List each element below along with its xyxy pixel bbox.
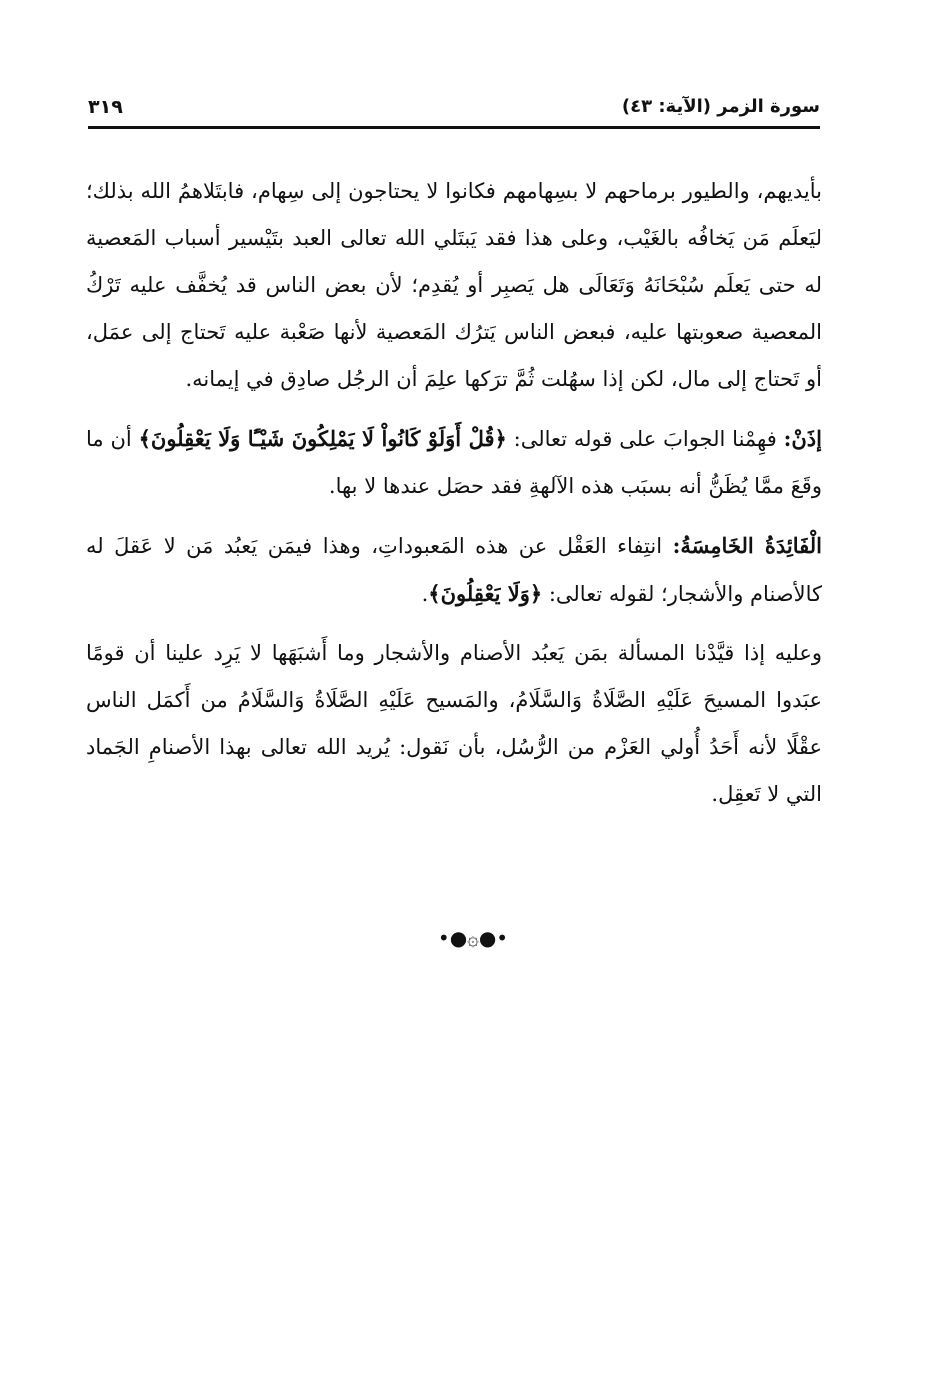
- paragraph-1: [86, 168, 822, 403]
- paragraph-tail: .: [421, 582, 429, 606]
- page-header: [88, 94, 820, 124]
- paragraph-lead: إذَنْ:: [783, 426, 822, 451]
- paragraph-text: انتِفاء العَقْل عن هذه المَعبوداتِ، وهذا فيمَن يَعبُد مَن لا عَقلَ له كالأصنام والأشجار؛ لقوله تعالى:: [86, 534, 822, 606]
- surah-title: سورة الزمر (الآية: ٤٣): [621, 96, 820, 117]
- body-text: [86, 168, 822, 818]
- quran-verse: ﴿وَلَا يَعْقِلُونَ﴾: [428, 581, 543, 606]
- section-end-ornament: •●۞●•: [437, 926, 509, 950]
- paragraph-lead: الْفَائِدَةُ الخَامِسَةُ:: [672, 533, 822, 558]
- quran-verse: ﴿قُلْ أَوَلَوْ كَانُواْ لَا يَمْلِكُونَ شَيْـًٔا وَلَا يَعْقِلُونَ﴾: [138, 426, 507, 451]
- paragraph-text: فهِمْنا الجوابَ على قوله تعالى:: [506, 427, 784, 451]
- paragraph-tail: أن ما وقَعَ ممَّا يُظَنُّ أنه بسبَب هذه الآلهةِ فقد حصَل عندها لا بها.: [86, 427, 822, 498]
- header-rule: [88, 126, 820, 129]
- paragraph-4: [86, 630, 822, 818]
- paragraph-text: وعليه إذا قيَّدْنا المسألة بمَن يَعبُد الأصنام والأشجار وما أَشبَهَها لا يَرِد علينا أن قومًا عبَدوا المسيحَ عَلَيْهِ الصَّلَاةُ وَالسَّلَامُ، والمَسيح عَلَيْهِ الصَّلَاةُ وَالسَّلَامُ من أَكمَل الناس عقْلًا لأنه أَحَدُ أُولي العَزْم من الرُّسُل، بأن نَقول: يُريد الله تعالى بهذا الأصنامِ الجَماد التي لا تَعقِل.: [86, 641, 822, 806]
- paragraph-text: بأيديهم، والطيور برماحهم لا بسِهامهم فكانوا لا يحتاجون إلى سِهام، فابتَلاهمُ الله بذلك؛ ليَعلَم مَن يَخافُه بالغَيْب، وعلى هذا فقد يَبتَلي الله تعالى العبد بتَيْسير أسباب المَعصية له حتى يَعلَم سُبْحَانَهُ وَتَعَالَى هل يَصبِر أو يُقدِم؛ لأن بعض الناس قد يُخفَّف عليه تَرْكُ المعصية صعوبتها عليه، فبعض الناس يَترُك المَعصية لأنها صَعْبة عليه تَحتاج إلى عمَل، أو تَحتاج إلى مال، لكن إذا سهُلت ثُمَّ ترَكها علِمَ أن الرجُل صادِق في إيمانه.: [86, 179, 822, 391]
- page-number: ٣١٩: [88, 96, 123, 118]
- paragraph-3: [86, 522, 822, 618]
- paragraph-2: [86, 415, 822, 510]
